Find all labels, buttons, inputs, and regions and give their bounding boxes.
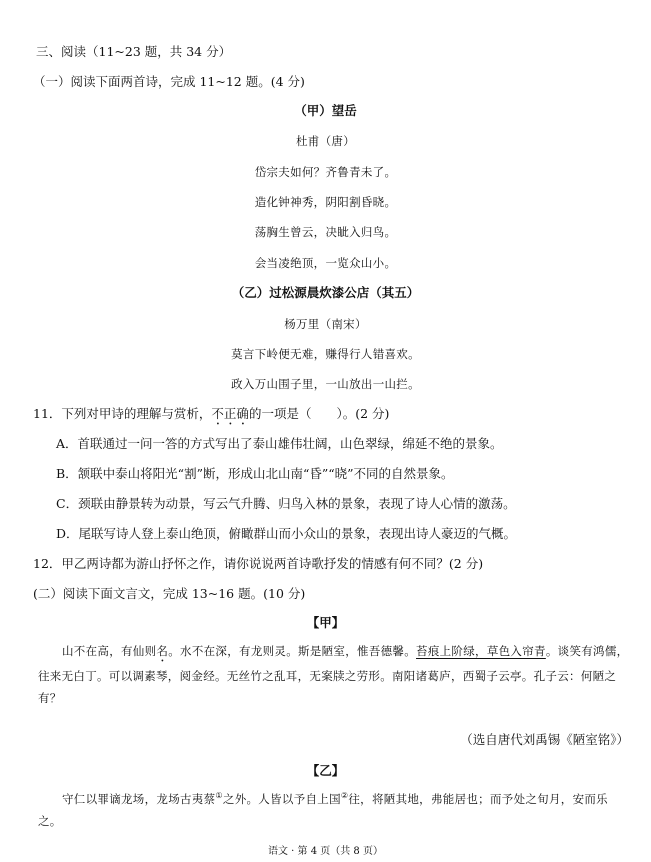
q11-stem-before: 11．下列对甲诗的理解与赏析，: [33, 406, 212, 421]
question-12-stem: 12．甲乙两诗都为游山抒怀之作，请你说说两首诗歌抒发的情感有何不同？(2 分): [33, 556, 484, 571]
text-b-part-3: 往，将陋其地，弗能居也；而予处之旬月，安而乐之。: [38, 792, 608, 828]
poem-a-line-4: 会当凌绝顶，一览众山小。: [254, 256, 397, 270]
poem-b-author: 杨万里（南宋）: [284, 317, 367, 331]
text-b-part-2: 之外。人皆以予自上国: [222, 792, 341, 806]
q11-emphasis: 不正确: [211, 406, 249, 421]
q11-option-a: A．首联通过一问一答的方式写出了泰山雄伟壮阔，山色翠绿，绵延不绝的景象。: [56, 436, 503, 451]
poem-a-line-3: 荡胸生曾云，决眦入归鸟。: [254, 225, 397, 239]
q11-stem-after: 的一项是（ ）。(2 分): [248, 406, 390, 421]
text-a-source: （选自唐代刘禹锡《陋室铭》）: [460, 732, 629, 747]
page-footer: 语文 · 第 4 页（共 8 页）: [268, 846, 383, 857]
text-a-part-1: 山不在高，有仙则: [62, 644, 157, 658]
question-11-stem: [33, 406, 389, 428]
part1-intro: （一）阅读下面两首诗，完成 11~12 题。(4 分): [33, 74, 305, 89]
poem-b-line-2: 政入万山围子里，一山放出一山拦。: [231, 377, 420, 391]
q11-option-d: D．尾联写诗人登上泰山绝顶，俯瞰群山而小众山的景象，表现出诗人豪迈的气概。: [56, 526, 517, 541]
q11-option-b: B．颔联中泰山将阳光“割”断，形成山北山南“昏”“晓”不同的自然景象。: [56, 466, 454, 481]
poem-a-line-1: 岱宗夫如何？齐鲁青未了。: [254, 165, 397, 179]
q11-option-c: C．颈联由静景转为动景，写云气升腾、归鸟入林的景象，表现了诗人心情的激荡。: [56, 496, 516, 511]
text-a-paragraph: [38, 640, 630, 709]
text-b-part-1: 守仁以罪谪龙场，龙场古夷蔡: [62, 792, 216, 806]
section-title: 三、阅读（11~23 题，共 34 分）: [36, 44, 232, 59]
text-a-part-3: 。谈笑有鸿儒，往来无白丁。可以调素琴，阅金经。无丝竹之乱耳，无案牍之劳形。南阳诸葛庐，西蜀子云亭。孔子云：何陋之有？: [38, 644, 629, 705]
footnote-marker-1: ①: [215, 791, 223, 801]
text-b-paragraph: [38, 788, 630, 832]
text-a-title: 【甲】: [306, 615, 345, 630]
poem-a-line-2: 造化钟神秀，阴阳割昏晓。: [254, 195, 397, 209]
footnote-marker-2: ②: [340, 791, 349, 801]
text-b-title: 【乙】: [306, 763, 345, 778]
text-a-part-2: 。水不在深，有龙则灵。斯是陋室，惟吾德馨。: [168, 644, 417, 658]
poem-b-line-1: 莫言下岭便无难，赚得行人错喜欢。: [231, 347, 420, 361]
poem-a-author: 杜甫（唐）: [296, 134, 355, 148]
part2-intro: (二）阅读下面文言文，完成 13~16 题。(10 分): [33, 586, 306, 601]
poem-b-title: （乙）过松源晨炊漆公店（其五）: [231, 285, 420, 300]
text-a-emph-name: 名: [156, 644, 169, 658]
text-a-underlined-phrase: 苔痕上阶绿，草色入帘青: [416, 644, 546, 658]
poem-a-title: （甲）望岳: [294, 103, 357, 118]
